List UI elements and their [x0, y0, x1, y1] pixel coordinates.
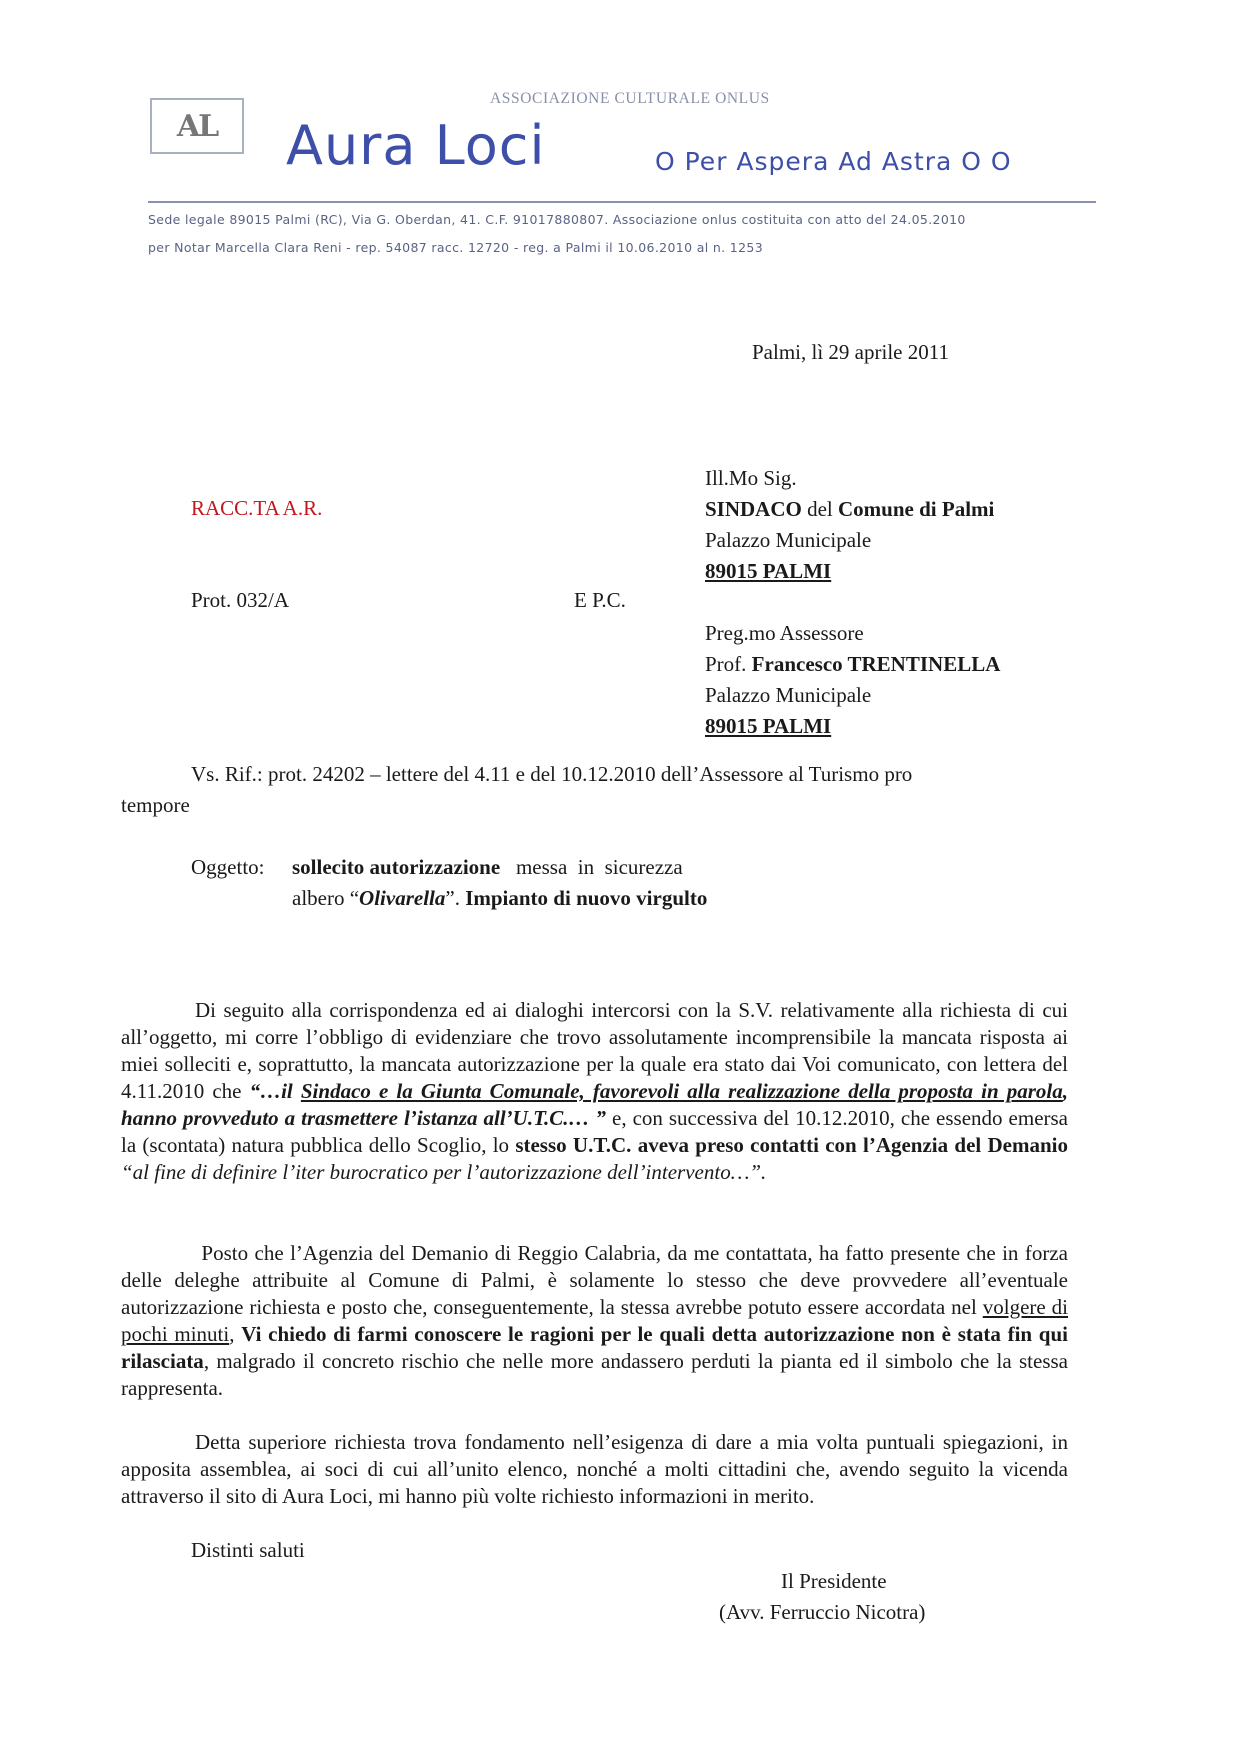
recipient-1-city: 89015 PALMI: [705, 559, 832, 583]
protocol-number: Prot. 032/A: [191, 588, 290, 612]
date-line: Palmi, lì 29 aprile 2011: [752, 340, 949, 364]
logo-glyph: AL: [176, 108, 218, 144]
recipient-1-name: SINDACO del Comune di Palmi: [705, 497, 995, 521]
recipient-2-name: Prof. Francesco TRENTINELLA: [705, 652, 1001, 676]
body-paragraph-2: Posto che l’Agenzia del Demanio di Reggio Calabria, da me contattata, ha fatto presente che in forza delle deleghe attribuite al Comune di Palmi, è solamente lo stesso che deve provvedere all’eventuale autorizzazione richiesta e posto che, conseguentemente, la stessa avrebbe potuto essere accordata nel volgere di pochi minuti, Vi chiedo di farmi conoscere le ragioni per le quali detta autorizzazione non è stata fin qui rilasciata, malgrado il concreto rischio che nelle more andassero perduti la pianta ed il simbolo che la stessa rappresenta.: [121, 1241, 1069, 1400]
recipient-1-address: Palazzo Municipale: [705, 528, 872, 552]
cc-label: E P.C.: [574, 588, 626, 612]
closing: Distinti saluti: [191, 1538, 305, 1562]
delivery-method: RACC.TA A.R.: [191, 496, 323, 520]
signature-name: (Avv. Ferruccio Nicotra): [719, 1600, 926, 1624]
subject-line-1: sollecito autorizzazione messa in sicurezza: [292, 855, 683, 879]
association-logo: [150, 98, 244, 154]
legal-info-line-1: Sede legale 89015 Palmi (RC), Via G. Oberdan, 41. C.F. 91017880807. Associazione onlus costituita con atto del 24.05.2010: [148, 212, 966, 227]
reference-line-1: Vs. Rif.: prot. 24202 – lettere del 4.11 e del 10.12.2010 dell’Assessore al Turismo pro: [191, 762, 913, 786]
association-type: ASSOCIAZIONE CULTURALE ONLUS: [490, 90, 770, 107]
subject-label: Oggetto:: [191, 855, 265, 879]
recipient-1-salutation: Ill.Mo Sig.: [705, 466, 797, 490]
recipient-2-address: Palazzo Municipale: [705, 683, 872, 707]
organization-motto: O Per Aspera Ad Astra O O: [655, 147, 1012, 176]
body-paragraph-1: Di seguito alla corrispondenza ed ai dialoghi intercorsi con la S.V. relativamente alla richiesta di cui all’oggetto, mi corre l’obbligo di evidenziare che trovo assolutamente incomprensibile la mancata risposta ai miei solleciti e, soprattutto, la mancata autorizzazione per la quale era stato dai Voi comunicato, con lettera del 4.11.2010 che “…il Sindaco e la Giunta Comunale, favorevoli alla realizzazione della proposta in parola, hanno provveduto a trasmettere l’istanza all’U.T.C.… ” e, con successiva del 10.12.2010, che essendo emersa la (scontata) natura pubblica dello Scoglio, lo stesso U.T.C. aveva preso contatti con l’Agenzia del Demanio “al fine di definire l’iter burocratico per l’autorizzazione dell’intervento…”.: [121, 998, 1068, 1184]
body-paragraph-3: Detta superiore richiesta trova fondamento nell’esigenza di dare a mia volta puntuali spiegazioni, in apposita assemblea, ai soci di cui all’unito elenco, nonché a molti cittadini che, avendo seguito la vicenda attraverso il sito di Aura Loci, mi hanno più volte richiesto informazioni in merito.: [121, 1430, 1068, 1508]
signature-role: Il Presidente: [781, 1569, 887, 1593]
organization-name: Aura Loci: [286, 114, 546, 177]
legal-info-line-2: per Notar Marcella Clara Reni - rep. 54087 racc. 12720 - reg. a Palmi il 10.06.2010 al n. 1253: [148, 240, 763, 255]
letterhead-divider: [148, 201, 1096, 203]
recipient-2-city: 89015 PALMI: [705, 714, 832, 738]
recipient-2-salutation: Preg.mo Assessore: [705, 621, 864, 645]
subject-line-2: albero “Olivarella”. Impianto di nuovo virgulto: [292, 886, 708, 910]
reference-line-2: tempore: [121, 793, 190, 817]
